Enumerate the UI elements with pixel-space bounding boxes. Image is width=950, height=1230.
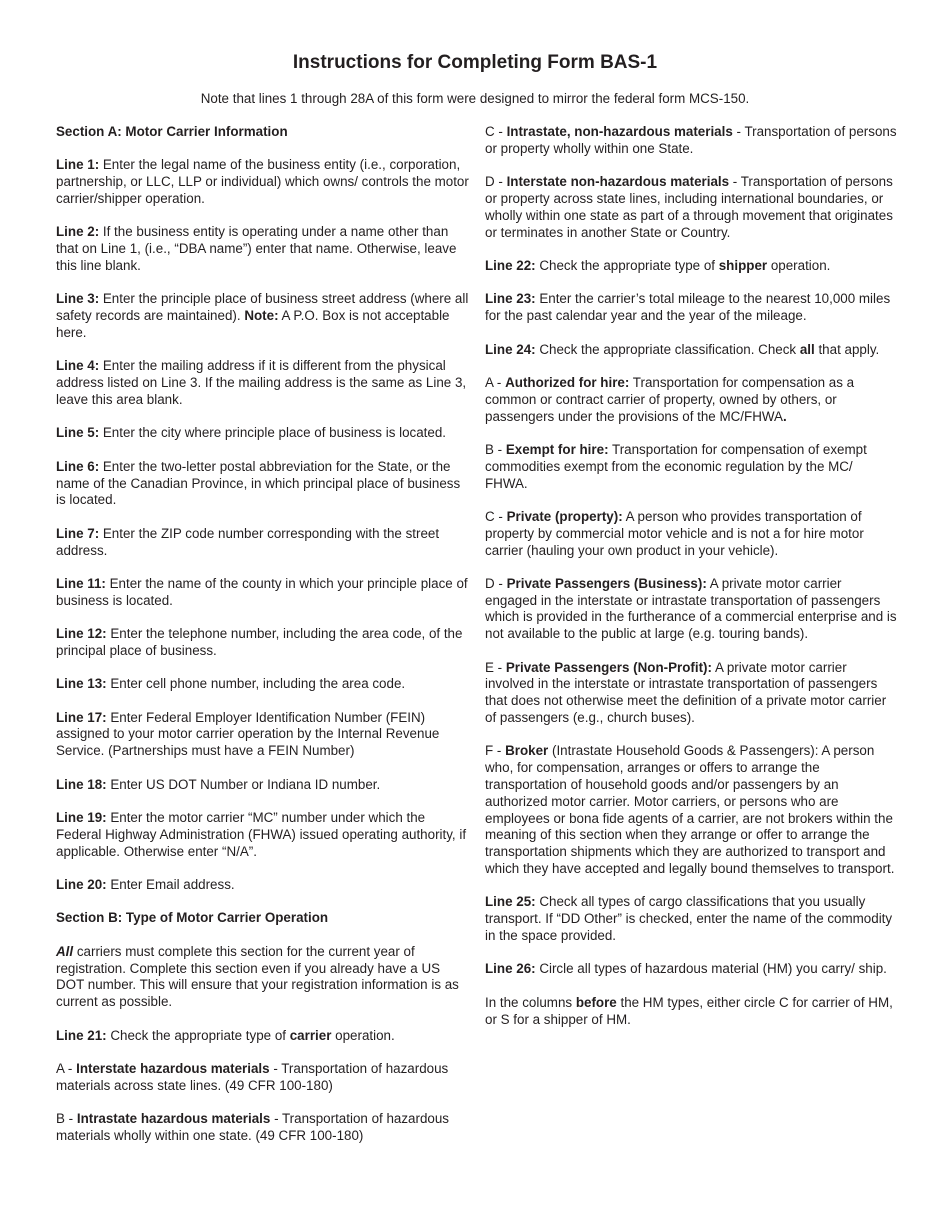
item-d-prefix: D - <box>485 174 507 190</box>
class-b-text: Transportation for compensation of exempt commodities exempt from the economic regulation by the MC/ FHWA. <box>485 441 867 491</box>
hm-columns-text-b: the HM types, either circle C for carrier of HM, or S for a shipper of HM. <box>485 994 893 1027</box>
class-a-text: Transportation for compensation as a common or contract carrier of property, owned by others, or passengers under the provisions of the MC/FHWA <box>485 374 855 424</box>
item-c-prefix: C - <box>485 124 507 139</box>
line-2-label: Line 2: <box>56 224 100 240</box>
right-column <box>485 124 897 1045</box>
line-24-text-b: that apply. <box>814 341 880 357</box>
line-11-instruction <box>56 576 470 610</box>
hm-columns-instruction <box>485 995 897 1029</box>
line-12-instruction <box>56 626 470 660</box>
line-21-bold: carrier <box>289 1027 332 1043</box>
line-19-label: Line 19: <box>56 810 107 826</box>
section-a-heading: Section A: Motor Carrier Information <box>56 124 288 139</box>
classification-f <box>485 743 897 877</box>
item-c-text: - Transportation of persons or property wholly within one State. <box>485 124 897 156</box>
class-f-title: Broker <box>505 743 549 759</box>
line-13-instruction <box>56 676 470 693</box>
mirror-note: Note that lines 1 through 28A of this form were designed to mirror the federal form MCS-150. <box>200 91 750 106</box>
line-4-instruction <box>56 358 470 408</box>
hm-columns-bold: before <box>575 994 617 1010</box>
line-12-label: Line 12: <box>56 626 107 642</box>
line-5-instruction <box>56 425 470 442</box>
line-21-label: Line 21: <box>56 1027 107 1043</box>
class-a-prefix: A - <box>485 374 506 390</box>
class-a-title: Authorized for hire: <box>505 374 630 390</box>
line-24-text-a: Check the appropriate classification. Check <box>535 341 800 357</box>
operation-item-b <box>56 1111 470 1145</box>
line-24-bold: all <box>799 341 815 357</box>
document-title: Instructions for Completing Form BAS-1 <box>292 52 658 73</box>
line-23-instruction <box>485 291 897 325</box>
classification-a <box>485 375 897 425</box>
line-3-instruction <box>56 291 470 341</box>
line-1-instruction <box>56 157 470 207</box>
item-b-prefix: B - <box>56 1111 77 1127</box>
section-b-intro-text: carriers must complete this section for the current year of registration. Complete this section even if you already have a US DOT number. This will ensure that your registration information is as current as possible. <box>56 943 459 1010</box>
item-a-title: Interstate hazardous materials <box>76 1060 270 1076</box>
left-column <box>56 124 470 1161</box>
item-d-title: Interstate non-hazardous materials <box>506 174 730 190</box>
line-18-label: Line 18: <box>56 776 107 792</box>
class-d-prefix: D - <box>485 575 507 591</box>
line-26-label: Line 26: <box>485 961 536 977</box>
line-20-text: Enter Email address. <box>106 877 235 893</box>
item-c-title: Intrastate, non-hazardous materials <box>506 124 733 139</box>
line-24-label: Line 24: <box>485 341 536 357</box>
line-19-text: Enter the motor carrier “MC” number under which the Federal Highway Administration (FHWA) issued operating authority, if applicable. Otherwise enter “N/A”. <box>56 810 467 859</box>
line-5-text: Enter the city where principle place of business is located. <box>99 425 447 441</box>
line-26-text: Circle all types of hazardous material (HM) you carry/ ship. <box>535 961 887 977</box>
section-b-intro <box>56 944 470 1011</box>
line-3-label: Line 3: <box>56 291 100 307</box>
line-7-text: Enter the ZIP code number corresponding with the street address. <box>56 525 440 558</box>
hm-columns-text-a: In the columns <box>485 994 576 1010</box>
class-b-title: Exempt for hire: <box>505 441 609 457</box>
line-17-text: Enter Federal Employer Identification Number (FEIN) assigned to your motor carrier operation by the Internal Revenue Service. (Partnerships must have a FEIN Number) <box>56 709 440 759</box>
line-21-text-b: operation. <box>331 1027 395 1043</box>
line-3-note-label: Note: <box>244 308 279 324</box>
line-18-instruction <box>56 777 470 794</box>
item-d-text: - Transportation of persons or property across state lines, including international boundaries, or wholly within one state as part of a through movement that originates or terminates in another State or Country. <box>485 174 893 240</box>
line-22-label: Line 22: <box>485 257 536 273</box>
classification-e <box>485 660 897 727</box>
line-22-bold: shipper <box>718 257 768 273</box>
class-f-text: (Intrastate Household Goods & Passengers): A person who, for compensation, arranges or offers to arrange the transportation of household goods and/or passengers by an authorized motor carrier. Motor carriers, or persons who are employees or bona fide agents of a carrier, are not brokers within the meaning of this section when they arrange or offer to arrange the transportation shipments which they are authorized to transport and which they have accepted and legally bound themselves to transport. <box>485 743 895 877</box>
line-13-label: Line 13: <box>56 676 107 692</box>
line-19-instruction <box>56 810 470 860</box>
line-1-label: Line 1: <box>56 157 100 173</box>
class-e-prefix: E - <box>485 659 506 675</box>
class-c-title: Private (property): <box>506 508 623 524</box>
line-23-label: Line 23: <box>485 291 536 307</box>
line-3-text: Enter the principle place of business street address (where all safety records are maintained). <box>56 291 469 324</box>
line-4-text: Enter the mailing address if it is different from the physical address listed on Line 3. If the mailing address is the same as Line 3, leave this area blank. <box>56 358 467 407</box>
line-2-text: If the business entity is operating under a name other than that on Line 1, (i.e., “DBA name”) enter that name. Otherwise, leave this line blank. <box>56 224 457 273</box>
line-4-label: Line 4: <box>56 358 100 374</box>
line-18-text: Enter US DOT Number or Indiana ID number. <box>106 776 381 792</box>
line-20-instruction <box>56 877 470 894</box>
line-5-label: Line 5: <box>56 425 100 441</box>
line-23-text: Enter the carrier’s total mileage to the nearest 10,000 miles for the past calendar year and the year of the mileage. <box>485 291 891 324</box>
line-24-instruction <box>485 342 897 359</box>
line-20-label: Line 20: <box>56 877 107 893</box>
line-22-text-b: operation. <box>767 257 831 273</box>
item-a-text: - Transportation of hazardous materials across state lines. (49 CFR 100-180) <box>56 1060 449 1093</box>
line-7-label: Line 7: <box>56 525 100 541</box>
line-17-label: Line 17: <box>56 709 107 725</box>
classification-d <box>485 576 897 643</box>
line-11-label: Line 11: <box>56 575 106 591</box>
line-22-text-a: Check the appropriate type of <box>535 257 719 273</box>
line-13-text: Enter cell phone number, including the area code. <box>106 676 406 692</box>
line-1-text: Enter the legal name of the business entity (i.e., corporation, partnership, or LLC, LLP or individual) which owns/ controls the motor carrier/shipper operation. <box>56 157 469 206</box>
class-c-prefix: C - <box>485 508 507 524</box>
section-b-heading: Section B: Type of Motor Carrier Operation <box>56 910 329 926</box>
operation-item-c <box>485 124 897 158</box>
item-b-title: Intrastate hazardous materials <box>76 1111 271 1127</box>
line-3-note-text: A P.O. Box is not acceptable here. <box>56 308 450 340</box>
classification-b <box>485 442 897 492</box>
classification-c <box>485 509 897 559</box>
line-6-text: Enter the two-letter postal abbreviation for the State, or the name of the Canadian Province, in which principal place of business is located. <box>56 458 461 508</box>
line-21-text-a: Check the appropriate type of <box>106 1027 290 1043</box>
class-e-text: A private motor carrier involved in the interstate or intrastate transportation of passengers that does not otherwise meet the definition of a private motor carrier of passengers (e.g., church buses). <box>485 659 887 726</box>
line-6-label: Line 6: <box>56 458 100 474</box>
line-6-instruction <box>56 459 470 509</box>
class-c-text: A person who provides transportation of property by commercial motor vehicle and is not a for hire motor carrier (hauling your own product in your vehicle). <box>485 508 864 558</box>
line-17-instruction <box>56 710 470 760</box>
line-11-text: Enter the name of the county in which your principle place of business is located. <box>56 575 468 608</box>
item-a-prefix: A - <box>56 1060 77 1076</box>
class-b-prefix: B - <box>485 441 506 457</box>
line-12-text: Enter the telephone number, including the area code, of the principal place of business. <box>56 626 463 658</box>
line-7-instruction <box>56 526 470 560</box>
class-d-title: Private Passengers (Business): <box>506 575 707 591</box>
line-25-text: Check all types of cargo classifications that you usually transport. If “DD Other” is checked, enter the name of the commodity in the space provided. <box>485 894 893 944</box>
line-2-instruction <box>56 224 470 274</box>
line-25-label: Line 25: <box>485 894 536 910</box>
line-26-instruction <box>485 961 897 978</box>
line-25-instruction <box>485 894 897 944</box>
line-22-instruction <box>485 258 897 275</box>
class-a-end: . <box>782 408 787 424</box>
operation-item-d <box>485 174 897 241</box>
class-e-title: Private Passengers (Non-Profit): <box>505 659 712 675</box>
item-b-text: - Transportation of hazardous materials wholly within one state. (49 CFR 100-180) <box>56 1111 449 1143</box>
class-f-prefix: F - <box>485 743 506 759</box>
line-21-instruction <box>56 1028 470 1045</box>
section-b-intro-lead: All <box>56 943 74 959</box>
class-d-text: A private motor carrier engaged in the interstate or intrastate transportation of passengers which is provided in the furtherance of a commercial enterprise and is not available to the public at large (e.g. touring bands). <box>485 575 897 642</box>
operation-item-a <box>56 1061 470 1095</box>
